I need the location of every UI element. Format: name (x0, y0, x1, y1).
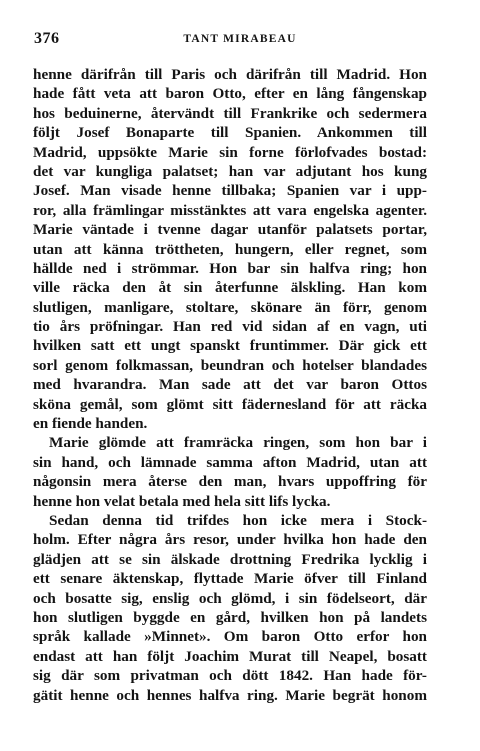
text-line: endast att han följt Joachim Murat till Neapel, bosatt (33, 647, 427, 665)
text-line: sköna gemål, som glömt sitt fädernesland för att räcka (33, 395, 427, 413)
text-line: sorl genom folkmassan, beundran och hotelser blandades (33, 356, 427, 374)
text-line: sin hand, och lämnade samma afton Madrid, utan att (33, 453, 427, 471)
text-line: och bosatte sig, enslig och glömd, i sin födelseort, där (33, 589, 427, 607)
text-line: hon slutligen byggde en gård, hvilken hon på landets (33, 608, 427, 626)
text-line: hade fått veta att baron Otto, efter en lång fångenskap (33, 85, 427, 103)
running-head: TANT MIRABEAU (183, 33, 297, 45)
text-line: henne därifrån till Paris och därifrån till Madrid. Hon (33, 66, 427, 83)
text-line: Madrid, uppsökte Marie sin forne förlofvades bostad: (33, 143, 427, 161)
text-line: hällde ned i strömmar. Hon bar sin halfva ring; hon (33, 259, 427, 277)
text-line: ett senare äktenskap, flyttade Marie öfver till Finland (33, 570, 427, 588)
text-line: henne hon velat betala med hela sitt lifs lycka. (33, 492, 331, 510)
text-line: hos beduinerne, återvändt till Frankrike och sedermera (33, 104, 427, 122)
text-line: ror, alla främlingar misstänktes att vara engelska agenter. (33, 201, 427, 219)
text-line: hvilken satt ett ungt spanskt fruntimmer. Där gick ett (33, 337, 427, 355)
text-line: Josef. Man visade henne tillbaka; Spanien var i upp- (33, 182, 427, 200)
page-number: 376 (34, 30, 60, 47)
text-line: Marie väntade i tvenne dagar utanför palatsets portar, (33, 221, 427, 239)
text-line: tio års pröfningar. Han red vid sidan af en vagn, uti (33, 318, 427, 336)
text-line: språk kallade »Minnet». Om baron Otto erfor hon (33, 628, 427, 646)
text-line: någonsin mera återse den man, hvars uppoffring för (33, 473, 427, 491)
text-line: glädjen att se sin älskade drottning Fredrika lycklig i (33, 550, 427, 568)
body-text (33, 65, 427, 705)
text-line: holm. Efter några års resor, under hvilka hon hade den (33, 531, 427, 549)
text-line: slutligen, manligare, stoltare, skönare än förr, genom (33, 298, 427, 316)
text-line: ville räcka den åt sin återfunne älskling. Han kom (33, 279, 427, 297)
text-line: Sedan denna tid trifdes hon icke mera i Stock- (49, 511, 427, 529)
text-line: följt Josef Bonaparte till Spanien. Ankommen till (33, 124, 427, 142)
text-line: utan att känna tröttheten, hungern, eller regnet, som (33, 240, 427, 258)
text-line: sig där som privatman och dött 1842. Han hade för- (33, 667, 427, 685)
text-line: Marie glömde att framräcka ringen, som hon bar i (49, 434, 427, 452)
text-line: det var kungliga palatset; han var adjutant hos kung (33, 162, 427, 180)
text-line: med hvarandra. Man sade att det var baron Ottos (33, 376, 427, 394)
page-header (34, 30, 446, 52)
text-line: gätit henne och hennes halfva ring. Marie begrät honom (33, 686, 427, 704)
text-line: en fiende handen. (33, 415, 148, 433)
